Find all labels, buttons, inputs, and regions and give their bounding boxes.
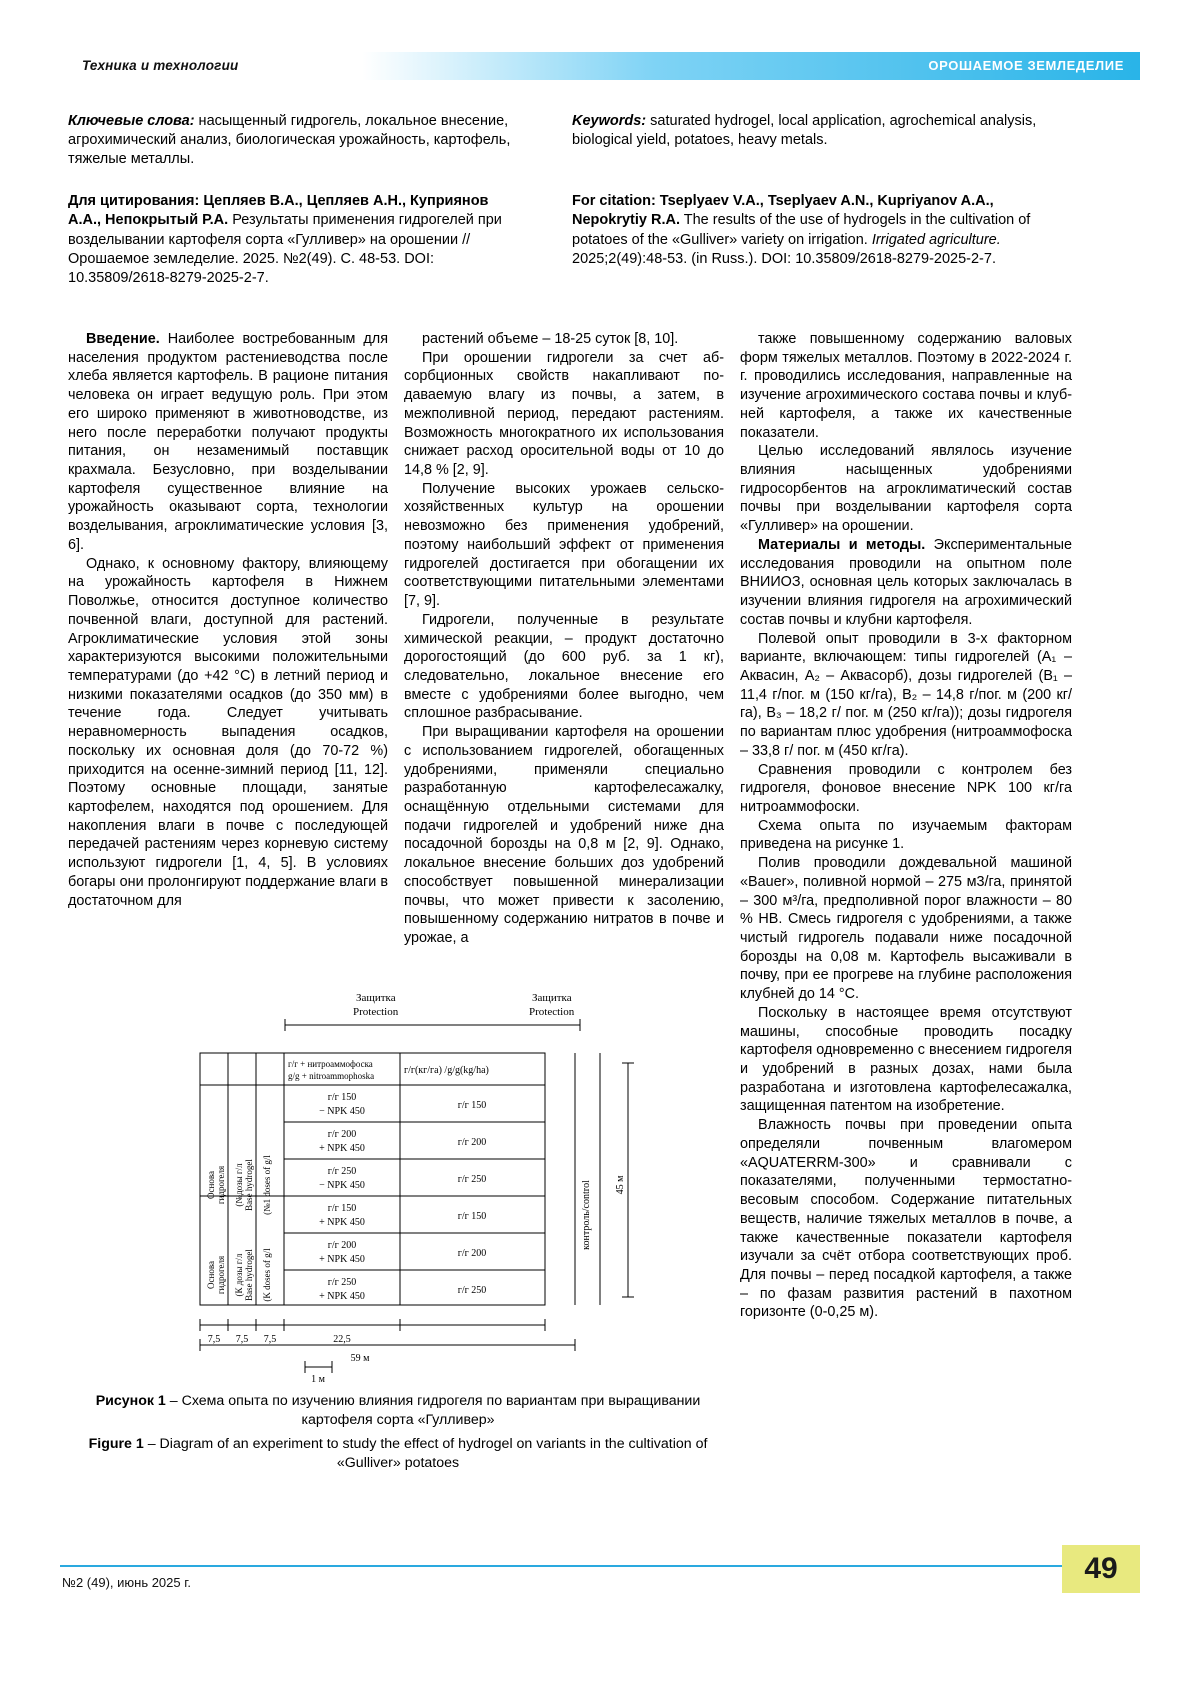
paragraph [740,817,1072,854]
citation-ru-authors: Цепляев В.А., Цепляев А.Н., Куприянов А.А., Непокрытый Р.А. [68,193,489,229]
figure-caption-ru [68,1392,728,1429]
paragraph [740,442,1072,536]
paragraph-text: растений объеме – 18-25 суток [8, 10]. [422,331,679,347]
figure-cell-right: г/г 250 [457,1174,487,1185]
paragraph [68,330,388,555]
figure-side-label-en-2: Base hydrogel [244,1249,254,1301]
svg-text:(К дозы г/л: (К дозы г/л [234,1253,244,1297]
section-heading-materials-methods: Материалы и методы. [758,536,926,553]
svg-text:− NPK 450: − NPK 450 [319,1106,365,1117]
figure-caption-en-text: – Diagram of an experiment to study the effect of hydrogel on variants in the cultivation of «Gulliver» potatoes [143,1436,708,1472]
figure-caption-en [68,1435,728,1472]
page-number: 49 [1084,1552,1118,1585]
body-column-3 [740,330,1072,1322]
figure-header-col1-ru: г/г + нитроаммофоска [288,1059,373,1069]
figure-cell-left: г/г 150 [327,1092,357,1103]
svg-text:гидрогеля: гидрогеля [216,1255,226,1295]
header-section-title: Техника и технологии [82,58,239,73]
citation-en [572,192,1072,269]
figure-cell-right: г/г 200 [457,1137,487,1148]
figure-caption-en-label: Figure 1 [88,1436,144,1453]
figure-label-control-ru: контроль/control [581,1180,592,1250]
paragraph-text: Наиболее востребованным для населения продуктом растениеводства после хлеба является картофель. В рационе питания человека он играет ведущую роль. При этом его широко применяют в животноводстве, из него после переработки получают продукты питания, он незаменимый поставщик крахмала. Безусловно, при возделывании картофеля существенное влияние на урожайность оказывают сорта, технологии возделывания, агроклиматические условия [3, 6]. [68,331,388,553]
paragraph [404,349,724,480]
figure-header-col2: г/г(кг/га) /g/g(kg/ha) [404,1065,489,1076]
citation-en-journal: Irrigated agriculture. [871,231,1001,248]
paragraph-text: также повышенному содержанию валовых форм тяжелых металлов. Поэтому в 2022-2024 г. г. проводились исследования, направленные на изучение агрохимического состава почвы и клубней картофеля, а также их качественные показатели. [740,331,1072,441]
keywords-en [572,112,1072,154]
header-journal-title: ОРОШАЕМОЕ ЗЕМЛЕДЕЛИЕ [928,58,1124,73]
paragraph [740,1004,1072,1116]
paragraph [740,854,1072,1004]
paragraph-text: Получение высоких урожаев сельскохозяйственных культур на орошении невозможно без применения удобрений, поэтому наибольший эффект от применения гидрогелей достигается при обогащении их соответствующими питательными элементами [7, 9]. [404,480,724,610]
svg-text:+ NPK 450: + NPK 450 [319,1143,365,1154]
page-number-box [1062,1545,1140,1593]
svg-text:(K doses of g/l: (K doses of g/l [262,1248,272,1302]
figure-cell-left: г/г 250 [327,1277,357,1288]
footer-divider [60,1565,1140,1567]
paragraph-text: При орошении гидрогели за счет абсорбционных свойств накапливают подаваемую влагу из почвы, а затем, в межполивной период, передают растениям. Возможность многократного их использования снижает расход оросительной воды от 10 до 14,8 % [2, 9]. [404,349,724,479]
svg-text:+ NPK 450: + NPK 450 [319,1254,365,1265]
svg-text:(№1 doses of g/l: (№1 doses of g/l [262,1155,272,1215]
keywords-ru-text: насыщенный гидрогель, локальное внесение, агрохимический анализ, биологическая урожайность, картофель, тяжелые металлы. [68,113,511,168]
svg-text:+ NPK 450: + NPK 450 [319,1291,365,1302]
figure-cell-right: г/г 250 [457,1285,487,1296]
paragraph-text: Влажность почвы при проведении опыта определяли почвенным влагомером «AQUATERRM-300» и сравнивали с показателями, полученными термостатно-весовым способом. Содержание питательных веществ, наличие тяжелых металлов в почве, а также качественные показатели картофеля изучали за счёт отбора соответствующих проб. Для почвы – перед посадкой картофеля, а также – по фазам развития растений в пахотном горизонте (0-0,25 м). [740,1117,1072,1321]
figure-side-label-ru-2: Основа [206,1261,216,1289]
paragraph [404,723,724,948]
citation-en-text-1: The results of the use of hydrogels in the cultivation of potatoes of the «Gulliver» variety on irrigation. [572,212,1031,248]
body-column-2 [404,330,724,948]
keywords-en-text: saturated hydrogel, local application, agrochemical analysis, biological yield, potatoes, heavy metals. [572,113,1037,149]
figure-caption-ru-text: – Схема опыта по изучению влияния гидрогеля по вариантам при выращивании картофеля сорта «Гулливер» [165,1393,701,1428]
keywords-en-label: Keywords: [572,113,647,129]
paragraph-text: Гидрогели, полученные в результате химической реакции, – продукт достаточно дорогостоящий (до 600 руб. за 1 кг), следовательно, локальное внесение его вместе с удобрениями более выгодно, чем сплошное разбрасывание. [404,611,724,722]
page-header-bar [60,52,1140,80]
figure-caption [68,1392,728,1473]
paragraph [404,611,724,723]
figure-caption-ru-label: Рисунок 1 [95,1393,166,1409]
figure-dim: 7,5 [235,1334,249,1345]
citation-ru [68,192,520,288]
figure-label-protection-en-left: Protection [353,1006,399,1018]
section-heading-introduction: Введение. [86,331,160,347]
figure-cell-left: г/г 150 [327,1203,357,1214]
svg-text:− NPK 450: − NPK 450 [319,1180,365,1191]
figure-cell-left: г/г 200 [327,1240,357,1251]
figure-dim-height: 45 м [615,1175,626,1195]
figure-dim: 22,5 [333,1334,351,1345]
svg-text:гидрогеля: гидрогеля [216,1165,226,1205]
svg-text:(№дозы г/л: (№дозы г/л [234,1163,244,1207]
paragraph [740,630,1072,761]
figure-dim-total: 59 м [350,1353,370,1364]
paragraph-text: Сравнения проводили с контролем без гидрогеля, фоновое внесение NPK 100 кг/га нитроаммофоски. [740,761,1072,815]
paragraph [740,1116,1072,1322]
paragraph [740,330,1072,442]
paragraph [740,536,1072,630]
footer-issue: №2 (49), июнь 2025 г. [62,1575,192,1590]
paragraph [68,555,388,911]
citation-en-text-2: 2025;2(49):48-53. (in Russ.). DOI: 10.35809/2618-8279-2025-2-7. [572,250,996,267]
svg-text:+ NPK 450: + NPK 450 [319,1217,365,1228]
figure-dim: 7,5 [207,1334,221,1345]
citation-ru-text: Результаты применения гидрогелей при возделывании картофеля сорта «Гулливер» на орошении // Орошаемое земледелие. 2025. №2(49). С. 48-53. DOI: 10.35809/2618-8279-2025-2-7. [68,212,502,287]
paragraph-text: Экспериментальные исследования проводили на опытном поле ВНИИОЗ, основная цель которых заключалась в изучении влияния гидрогеля на агрохимический состав почвы и клубни картофеля. [740,536,1072,628]
figure-dim: 7,5 [263,1334,277,1345]
paragraph [740,761,1072,817]
figure-label-protection-ru-left: Защитка [356,992,396,1004]
paragraph [404,480,724,611]
figure-cell-right: г/г 150 [457,1100,487,1111]
figure-cell-left: г/г 250 [327,1166,357,1177]
body-column-1 [68,330,388,910]
figure-header-col1-en: g/g + nitroammophoska [288,1071,375,1081]
figure-1-diagram [70,985,720,1385]
paragraph-text: Полевой опыт проводили в 3-х факторном варианте, включающем: типы гидрогелей (А₁ – Аквасин, А₂ – Аквасорб), дозы гидрогелей (В₁ – 11,4 г/пог. м (150 кг/га), В₂ – 14,8 г/пог. м (200 кг/га), В₃ – 18,2 г/ пог. м (250 кг/га)); дозы гидрогеля по вариантам плюс удобрения (нитроаммофоска – 33,8 г/ пог. м (450 кг/га). [740,630,1072,759]
paragraph-text: Целью исследований являлось изучение влияния насыщенных удобрениями гидросорбентов на агроклиматический состав почвы при возделывании картофеля сорта «Гулливер» на орошении. [740,443,1072,535]
figure-cell-right: г/г 150 [457,1211,487,1222]
paragraph [404,330,724,349]
citation-ru-label: Для цитирования: [68,193,200,209]
figure-side-label-en-1: Base hydrogel [244,1159,254,1211]
figure-cell-right: г/г 200 [457,1248,487,1259]
paragraph-text: При выращивании картофеля на орошении с использованием гидрогелей, обогащенных удобрениями, применяли специально разработанную картофелесажалку, оснащённую отдельными системами для подачи гидрогелей и удобрений ниже дна посадочной борозды на 0,8 м [2, 9]. Однако, локальное внесение больших доз удобрений способствует повышенной минерализации почвы, что может привести к засолению, повышенному содержанию нитратов в почве и урожае, а [404,724,724,946]
paragraph-text: Однако, к основному фактору, влияющему на урожайность картофеля в Нижнем Поволжье, относится доступное количество почвенной влаги, доступной для растений. Агроклиматические условия этой зоны характеризуются высокими положительными температурами (до +42 °C) в летний период и низкими показателями осадков (до 350 мм) в течение года. Следует учитывать неравномерность выпадения осадков, поскольку их основная доля (до 70-72 %) приходится на осенне-зимний период [11, 12]. Поэтому основные площади, занятые картофелем, находятся под орошением. Для накопления влаги в почве с последующей передачей растениям через корневую систему используют гидрогели [1, 4, 5]. В условиях богары они пролонгируют поддержание влаги в достаточном для [68,555,388,909]
figure-label-protection-en-right: Protection [529,1006,575,1018]
figure-side-label-ru-1: Основа [206,1171,216,1199]
paragraph-text: Схема опыта по изучаемым факторам приведена на рисунке 1. [740,817,1072,853]
citation-en-label: For citation: [572,193,656,209]
figure-dim-small: 1 м [311,1374,325,1385]
citation-en-authors: Tseplyaev V.A., Tseplyaev A.N., Kupriyanov A.A., Nepokrytiy R.A. [572,193,994,229]
figure-label-protection-ru-right: Защитка [532,992,572,1004]
keywords-ru [68,112,520,173]
keywords-ru-label: Ключевые слова: [68,113,195,129]
paragraph-text: Полив проводили дождевальной машиной «Bauer», поливной нормой – 275 м3/га, принятой – 300 м³/га, предполивной порог влажности – 80 % НВ. Смесь гидрогеля с удобрениями, а также чистый гидрогель подавали ниже посадочной борозды на 0,08 м. Картофель высаживали в почву, при ее прогреве на глубине расположения клубней до 14 °C. [740,855,1072,1003]
paragraph-text: Поскольку в настоящее время отсутствуют машины, способные проводить посадку картофеля одновременно с внесением гидрогеля и удобрений в разных дозах, нами была разработана и изготовлена картофелесажалка, защищенная патентом на изобретение. [740,1004,1072,1115]
figure-cell-left: г/г 200 [327,1129,357,1140]
